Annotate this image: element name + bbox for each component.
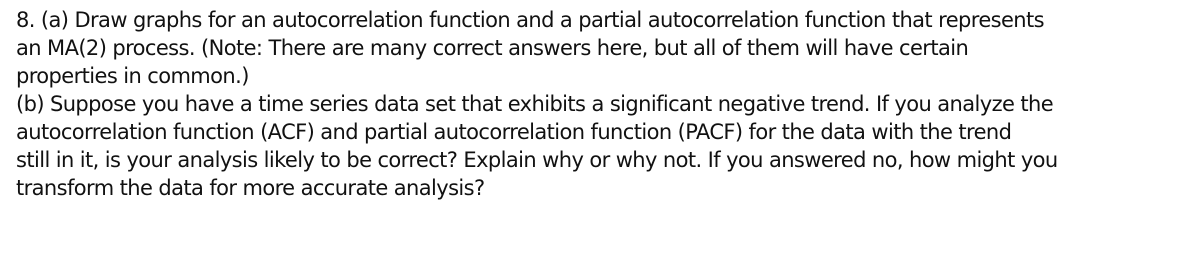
question-line: 8. (a) Draw graphs for an autocorrelation function and a partial autocorrelation function that represents xyxy=(16,8,1044,32)
question-line: properties in common.) xyxy=(16,64,249,88)
question-8-text xyxy=(16,6,1192,202)
question-line: (b) Suppose you have a time series data set that exhibits a significant negative trend. If you analyze the xyxy=(16,92,1054,116)
question-line: still in it, is your analysis likely to be correct? Explain why or why not. If you answered no, how might you xyxy=(16,148,1058,172)
question-line: autocorrelation function (ACF) and partial autocorrelation function (PACF) for the data with the trend xyxy=(16,120,1012,144)
question-line: transform the data for more accurate analysis? xyxy=(16,176,485,200)
question-line: an MA(2) process. (Note: There are many correct answers here, but all of them will have certain xyxy=(16,36,969,60)
